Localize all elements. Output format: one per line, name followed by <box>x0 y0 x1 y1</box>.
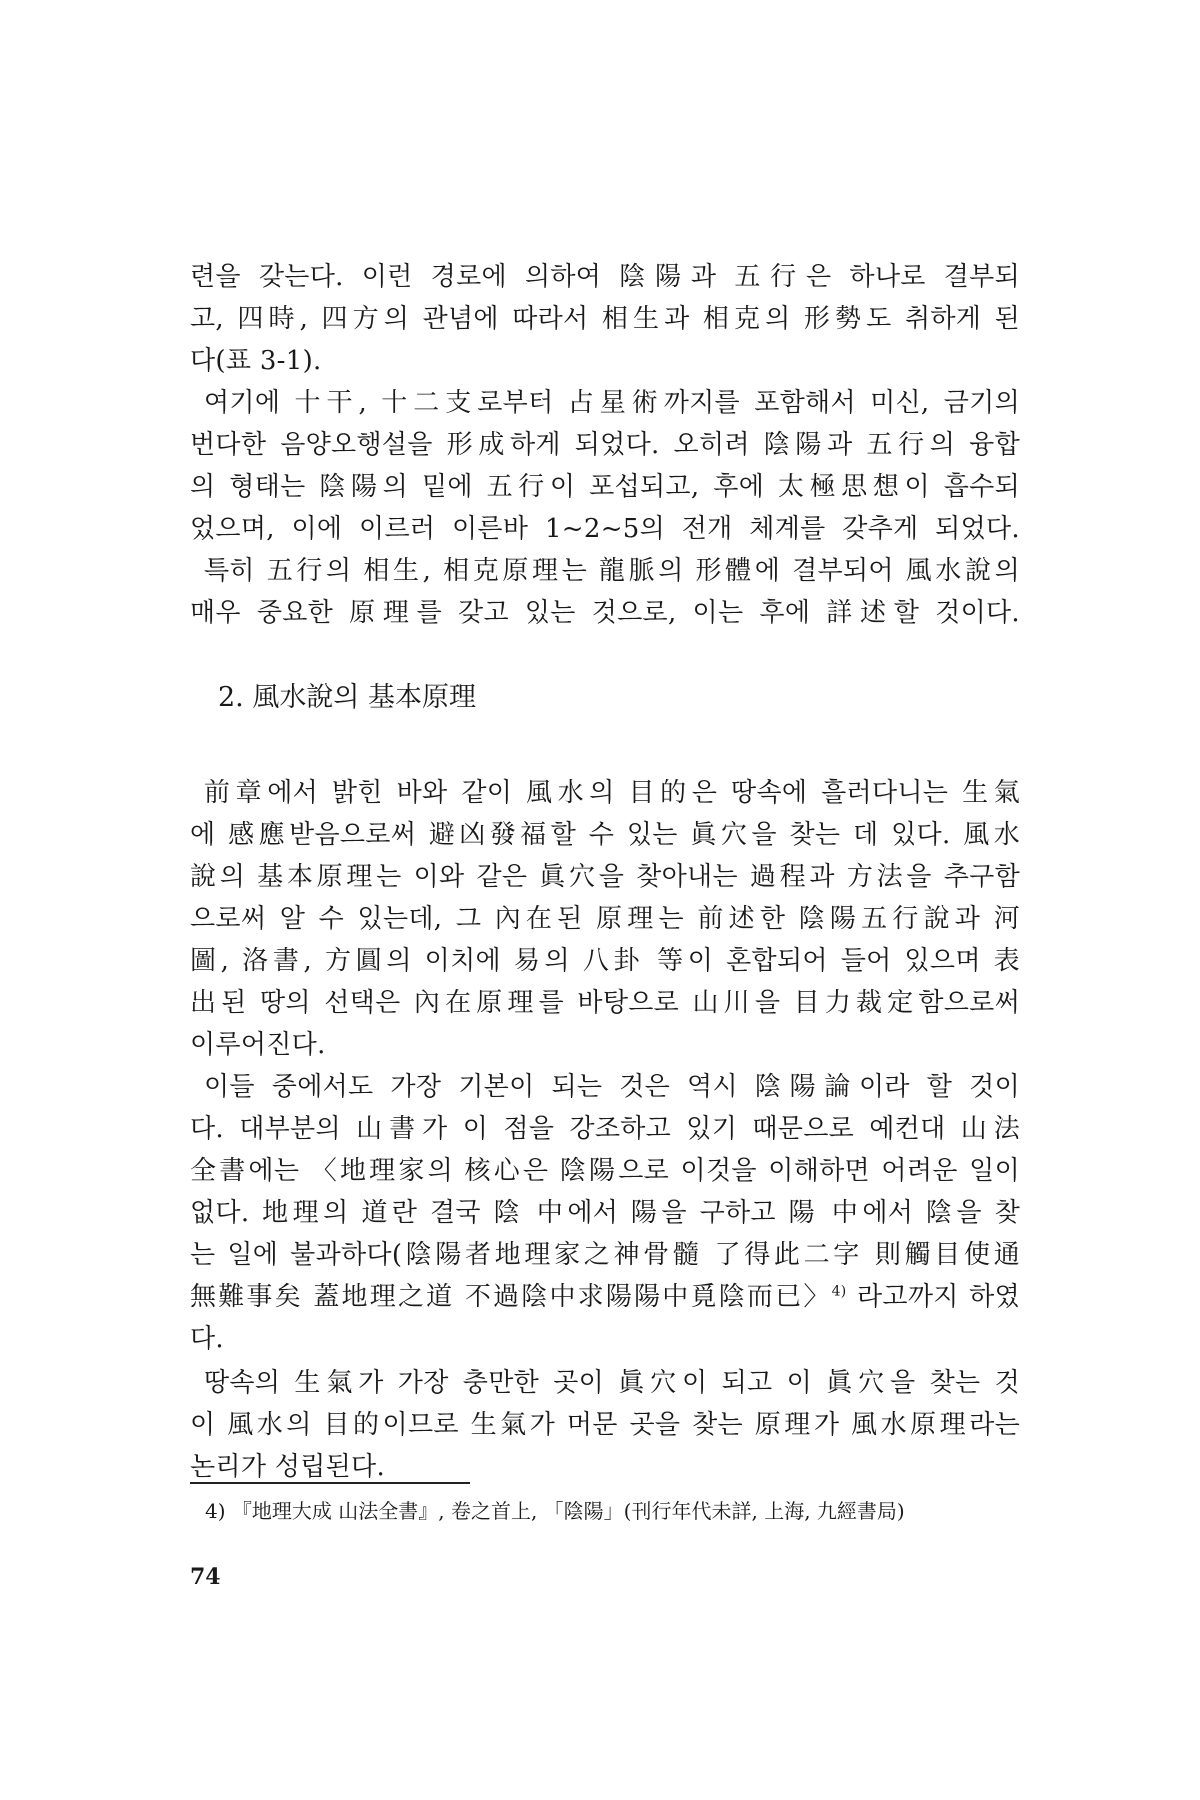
text-line: 고, 四時, 四方의 관념에 따라서 相生과 相克의 形勢도 취하게 된 <box>190 304 1020 334</box>
paragraph-5 <box>190 1066 1020 1360</box>
text-line: 出된 땅의 선택은 內在原理를 바탕으로 山川을 目力裁定함으로써 <box>190 988 1020 1018</box>
text-line: 번다한 음양오행설을 形成하게 되었다. 오히려 陰陽과 五行의 융합 <box>190 430 1020 460</box>
text-line: 다(표 3-1). <box>190 346 322 376</box>
quote-text: 無難事矣 蓋地理之道 不過陰中求陽陽中覓陰而已〉 <box>190 1282 832 1312</box>
text-line: 땅속의 生氣가 가장 충만한 곳이 眞穴이 되고 이 眞穴을 찾는 것 <box>204 1368 1020 1398</box>
text-line: 說의 基本原理는 이와 같은 眞穴을 찾아내는 過程과 方法을 추구함 <box>190 862 1020 892</box>
text-line: 논리가 성립된다. <box>190 1452 386 1482</box>
section-heading: 2. 風水說의 基本原理 <box>218 682 477 713</box>
text-line: 이 風水의 目的이므로 生氣가 머문 곳을 찾는 原理가 風水原理라는 <box>190 1410 1020 1440</box>
text-line: 全書에는 〈地理家의 核心은 陰陽으로 이것을 이해하면 어려운 일이 <box>190 1156 1020 1186</box>
text-line: 으로써 알 수 있는데, 그 內在된 原理는 前述한 陰陽五行說과 河 <box>190 904 1020 934</box>
paragraph-2 <box>190 382 1020 550</box>
text-line: 련을 갖는다. 이런 경로에 의하여 陰陽과 五行은 하나로 결부되 <box>190 262 1020 292</box>
page-number: 74 <box>190 1564 221 1590</box>
intro-paragraph <box>190 256 1020 382</box>
text-line: 다. 대부분의 山書가 이 점을 강조하고 있기 때문으로 예컨대 山法 <box>190 1114 1020 1144</box>
text-line: 前章에서 밝힌 바와 같이 風水의 目的은 땅속에 흘러다니는 生氣 <box>204 778 1020 808</box>
text-line: 圖, 洛書, 方圓의 이치에 易의 八卦 等이 혼합되어 들어 있으며 表 <box>190 946 1020 976</box>
footnote-marker: 4) <box>205 1499 226 1523</box>
text-line: 이들 중에서도 가장 기본이 되는 것은 역시 陰陽論이라 할 것이 <box>204 1072 1020 1102</box>
paragraph-6 <box>190 1362 1020 1488</box>
text-line: 특히 五行의 相生, 相克原理는 龍脈의 形體에 결부되어 風水說의 <box>204 556 1020 586</box>
paragraph-3 <box>190 550 1020 634</box>
text-line: 매우 중요한 原理를 갖고 있는 것으로, 이는 후에 詳述할 것이다. <box>190 598 1020 628</box>
paragraph-4 <box>190 772 1020 1066</box>
text-line-with-note <box>190 1276 1020 1318</box>
text-line: 었으며, 이에 이르러 이른바 1~2~5의 전개 체계를 갖추게 되었다. <box>190 514 1020 544</box>
text-line: 다. <box>190 1324 224 1354</box>
text-fragment: 라고까지 하였 <box>846 1282 1020 1312</box>
text-line: 이루어진다. <box>190 1030 326 1060</box>
text-line: 의 형태는 陰陽의 밑에 五行이 포섭되고, 후에 太極思想이 흡수되 <box>190 472 1020 502</box>
text-line: 여기에 十干, 十二支로부터 占星術까지를 포함해서 미신, 금기의 <box>204 388 1020 418</box>
text-line: 없다. 地理의 道란 결국 陰 中에서 陽을 구하고 陽 中에서 陰을 찾 <box>190 1198 1020 1228</box>
text-line: 에 感應받음으로써 避凶發福할 수 있는 眞穴을 찾는 데 있다. 風水 <box>190 820 1020 850</box>
footnote-text: 『地理大成 山法全書』, 卷之首上, 「陰陽」(刊行年代未詳, 上海, 九經書局) <box>225 1499 905 1523</box>
footnote-divider <box>190 1482 470 1484</box>
text-line: 는 일에 불과하다(陰陽者地理家之神骨髓 了得此二字 則觸目使通 <box>190 1240 1020 1270</box>
footnote <box>205 1496 1015 1526</box>
footnote-reference: 4) <box>831 1283 847 1300</box>
